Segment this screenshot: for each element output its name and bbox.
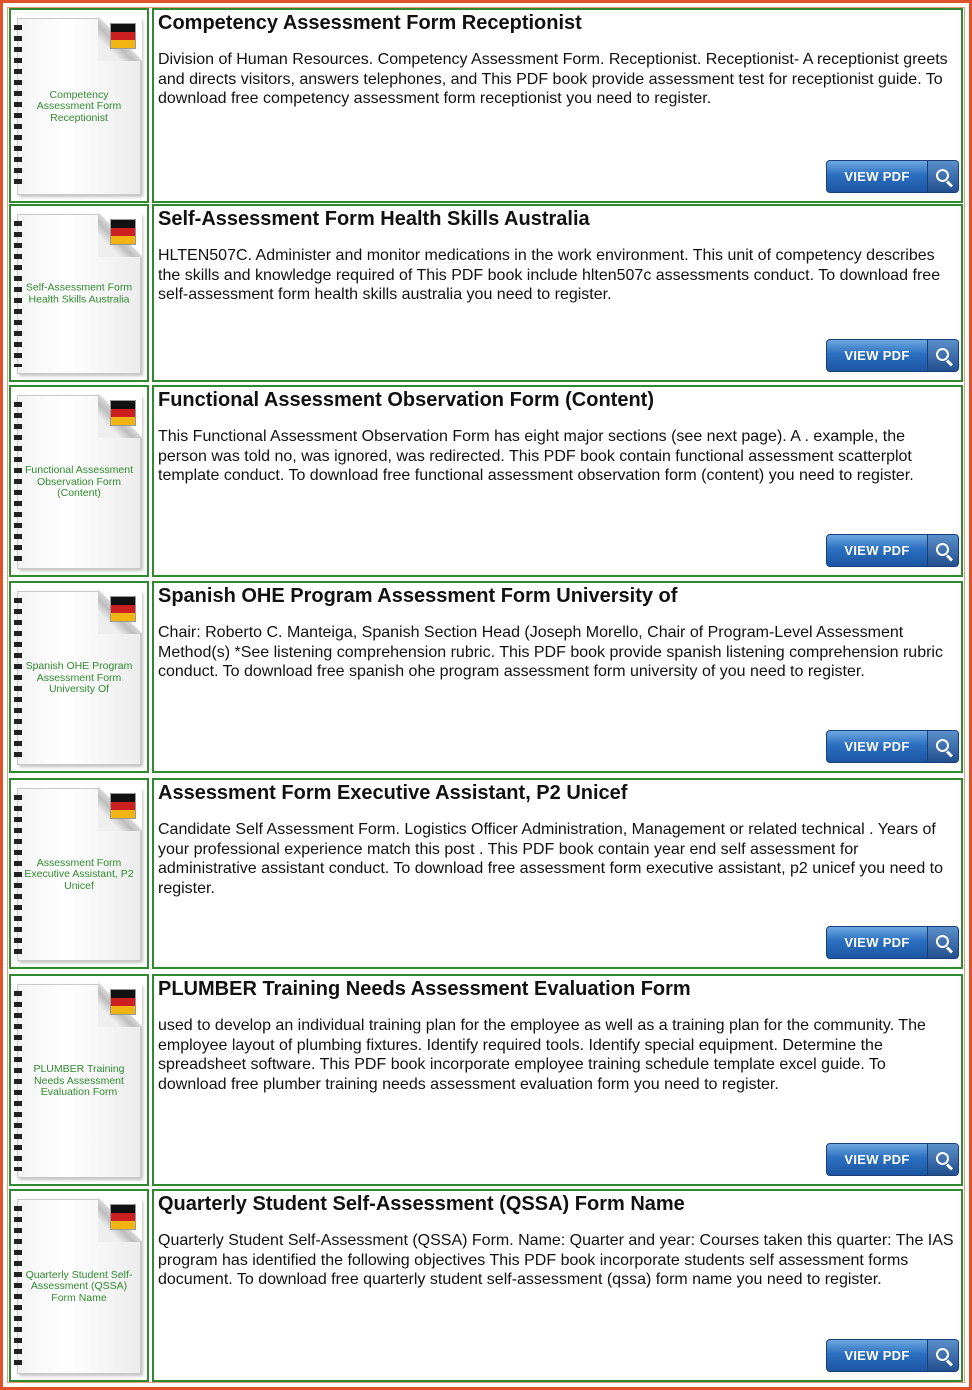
- magnifier-icon: [927, 1340, 958, 1371]
- magnifier-icon: [927, 161, 958, 192]
- flag-icon: [110, 219, 136, 245]
- thumbnail-cell[interactable]: [9, 385, 149, 577]
- view-pdf-label: VIEW PDF: [844, 1348, 910, 1363]
- thumbnail-cell[interactable]: [9, 1189, 149, 1382]
- thumbnail-cell[interactable]: [9, 581, 149, 773]
- booklet-thumbnail[interactable]: [17, 788, 141, 961]
- spiral-binding-icon: [14, 221, 22, 367]
- thumbnail-label: Assessment Form Executive Assistant, P2 Unicef: [24, 856, 134, 892]
- thumbnail-label: Functional Assessment Observation Form (Content): [25, 463, 133, 499]
- content-cell: [152, 1189, 963, 1382]
- flag-icon: [110, 596, 136, 622]
- thumbnail-label: Quarterly Student Self-Assessment (QSSA) Form Name: [25, 1268, 133, 1304]
- item-title[interactable]: Quarterly Student Self-Assessment (QSSA) Form Name: [158, 1193, 685, 1215]
- view-pdf-label: VIEW PDF: [844, 739, 910, 754]
- thumbnail-label: Self-Assessment Form Health Skills Australia: [25, 281, 133, 305]
- view-pdf-button[interactable]: [826, 1143, 959, 1176]
- spiral-binding-icon: [14, 991, 22, 1171]
- magnifier-icon: [927, 927, 958, 958]
- booklet-thumbnail[interactable]: [17, 1199, 141, 1374]
- item-description: Division of Human Resources. Competency Assessment Form. Receptionist. Receptionist- A receptionist greets and directs visitors, answers telephones, and This PDF book provide assessment test for receptionist guide. To download free competency assessment form receptionist you need to register.: [158, 51, 948, 107]
- item-description: Quarterly Student Self-Assessment (QSSA) Form. Name: Quarter and year: Courses taken this quarter: The IAS program has identified the following objectives This PDF book incorporate students self assessment forms document. To download free quarterly student self-assessment (qssa) form name you need to register.: [158, 1232, 954, 1288]
- item-description: used to develop an individual training plan for the employee as well as a training plan for the community. The employee layout of plumbing fixtures. Identify required tools. Identify special equipment. Determine the spreadsheet software. This PDF book incorporate employee training schedule template excel guide. To download free plumber training needs assessment evaluation form you need to register.: [158, 1017, 926, 1093]
- item-description: Candidate Self Assessment Form. Logistics Officer Administration, Management or related technical . Years of your professional experience match this post . This PDF book contain year end self assessment for administrative assistant conduct. To download free assessment form executive assistant, p2 unicef you need to register.: [158, 821, 944, 897]
- magnifier-icon: [927, 1144, 958, 1175]
- magnifier-icon: [927, 535, 958, 566]
- list-item: [9, 204, 963, 382]
- view-pdf-button[interactable]: [826, 339, 959, 372]
- content-cell: [152, 385, 963, 577]
- view-pdf-label: VIEW PDF: [844, 348, 910, 363]
- content-cell: [152, 8, 963, 203]
- list-item: [9, 974, 963, 1186]
- flag-icon: [110, 23, 136, 49]
- magnifier-icon: [927, 340, 958, 371]
- flag-icon: [110, 989, 136, 1015]
- list-item: [9, 385, 963, 577]
- view-pdf-label: VIEW PDF: [844, 1152, 910, 1167]
- item-title[interactable]: Functional Assessment Observation Form (Content): [158, 389, 654, 411]
- view-pdf-label: VIEW PDF: [844, 935, 910, 950]
- item-title[interactable]: PLUMBER Training Needs Assessment Evaluation Form: [158, 978, 691, 1000]
- booklet-thumbnail[interactable]: [17, 591, 141, 765]
- view-pdf-button[interactable]: [826, 160, 959, 193]
- booklet-thumbnail[interactable]: [17, 395, 141, 569]
- item-description: Chair: Roberto C. Manteiga, Spanish Section Head (Joseph Morello, Chair of Program-Level Assessment Method(s) *See listening comprehension rubric. This PDF book provide spanish listening comprehension rubric conduct. To download free spanish ohe program assessment form university of you need to register.: [158, 624, 943, 680]
- list-item: [9, 1189, 963, 1382]
- view-pdf-label: VIEW PDF: [844, 169, 910, 184]
- booklet-thumbnail[interactable]: [17, 984, 141, 1178]
- list-item: [9, 778, 963, 969]
- thumbnail-cell[interactable]: [9, 8, 149, 203]
- view-pdf-button[interactable]: [826, 1339, 959, 1372]
- view-pdf-label: VIEW PDF: [844, 543, 910, 558]
- view-pdf-button[interactable]: [826, 730, 959, 763]
- content-cell: [152, 974, 963, 1186]
- item-title[interactable]: Self-Assessment Form Health Skills Australia: [158, 208, 590, 230]
- item-title[interactable]: Assessment Form Executive Assistant, P2 Unicef: [158, 782, 628, 804]
- content-cell: [152, 581, 963, 773]
- thumbnail-cell[interactable]: [9, 204, 149, 382]
- view-pdf-button[interactable]: [826, 926, 959, 959]
- thumbnail-cell[interactable]: [9, 974, 149, 1186]
- spiral-binding-icon: [14, 598, 22, 758]
- thumbnail-label: PLUMBER Training Needs Assessment Evaluation Form: [33, 1062, 125, 1098]
- item-title[interactable]: Competency Assessment Form Receptionist: [158, 12, 582, 34]
- thumbnail-label: Competency Assessment Form Receptionist: [36, 88, 122, 124]
- item-description: HLTEN507C. Administer and monitor medications in the work environment. This unit of competency describes the skills and knowledge required of This PDF book include hlten507c assessments conduct. To download free self-assessment form health skills australia you need to register.: [158, 247, 941, 303]
- booklet-thumbnail[interactable]: [17, 214, 141, 374]
- spiral-binding-icon: [14, 402, 22, 562]
- spiral-binding-icon: [14, 795, 22, 954]
- booklet-thumbnail[interactable]: [17, 18, 141, 195]
- thumbnail-cell[interactable]: [9, 778, 149, 969]
- flag-icon: [110, 400, 136, 426]
- content-cell: [152, 204, 963, 382]
- magnifier-icon: [927, 731, 958, 762]
- flag-icon: [110, 793, 136, 819]
- flag-icon: [110, 1204, 136, 1230]
- content-cell: [152, 778, 963, 969]
- spiral-binding-icon: [14, 1206, 22, 1367]
- spiral-binding-icon: [14, 25, 22, 188]
- list-item: [9, 581, 963, 773]
- thumbnail-label: Spanish OHE Program Assessment Form University Of: [25, 659, 133, 695]
- view-pdf-button[interactable]: [826, 534, 959, 567]
- list-item: [9, 8, 963, 203]
- item-description: This Functional Assessment Observation Form has eight major sections (see next page). A . example, the person was told no, was ignored, was redirected. This PDF book contain functional assessment scatterplot template conduct. To download free functional assessment observation form (content) you need to register.: [158, 428, 914, 484]
- item-title[interactable]: Spanish OHE Program Assessment Form University of: [158, 585, 678, 607]
